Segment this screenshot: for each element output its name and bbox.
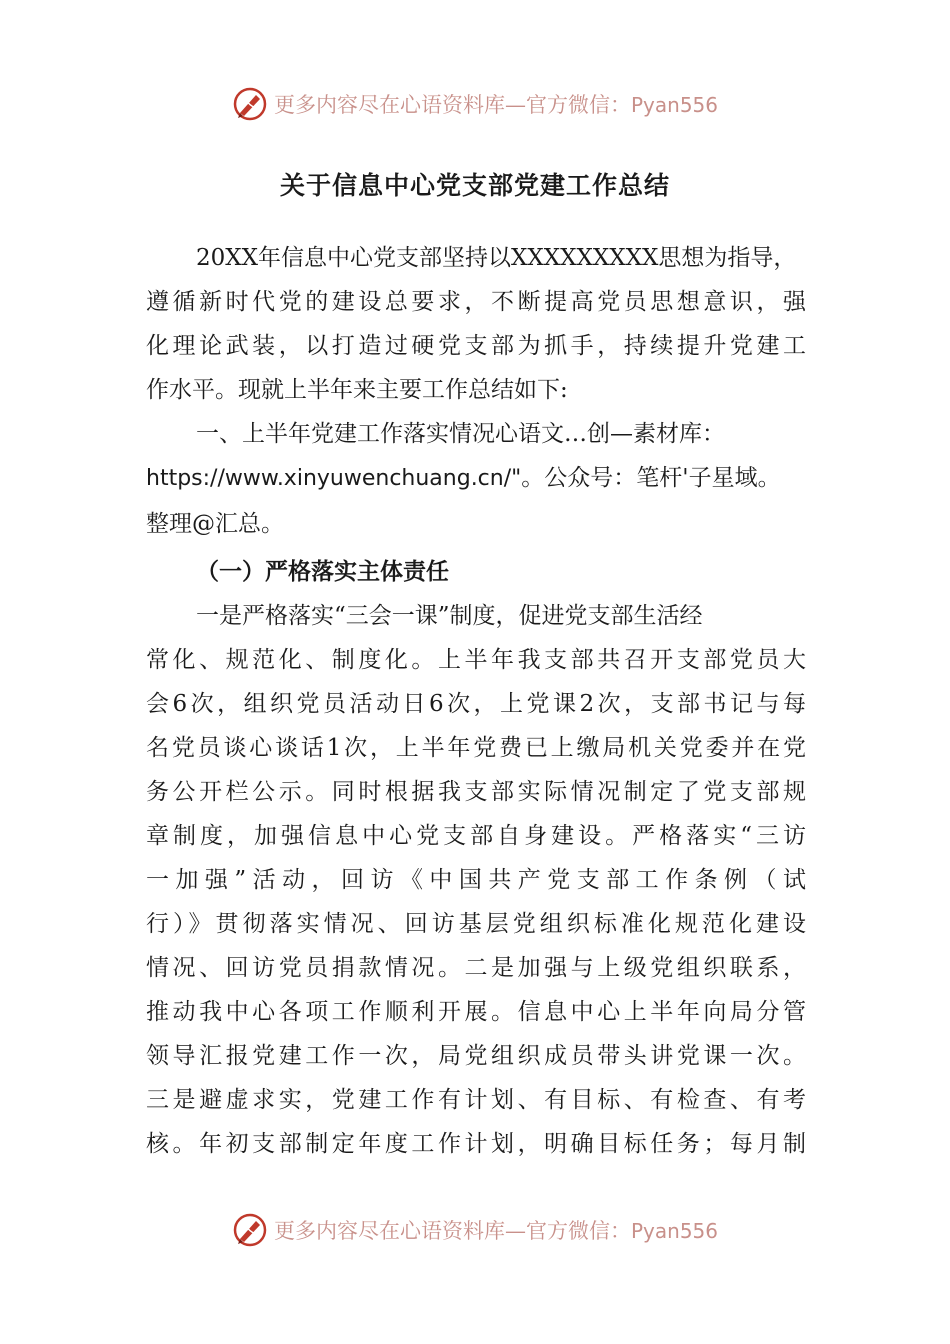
- paragraph-line: 推动我中心各项工作顺利开展。信息中心上半年向局分管: [146, 999, 806, 1025]
- paragraph-line: 会6次，组织党员活动日6次，上党课2次，支部书记与每: [146, 691, 806, 717]
- source-url-line: [146, 458, 781, 498]
- pen-logo-icon: [232, 86, 268, 122]
- paragraph-line: 章制度，加强信息中心党支部自身建设。严格落实“三访: [146, 823, 806, 849]
- source-url: https://www.xinyuwenchuang.cn/": [146, 466, 522, 491]
- paragraph-line: 务公开栏公示。同时根据我支部实际情况制定了党支部规: [146, 779, 806, 805]
- paragraph-line: 领导汇报党建工作一次，局党组织成员带头讲党课一次。: [146, 1043, 806, 1069]
- paragraph-line: 行）》贯彻落实情况、回访基层党组织标准化规范化建设: [146, 911, 806, 937]
- wechat-account-note: 。公众号：笔杆'子星域。: [521, 465, 781, 491]
- paragraph-line: 一、上半年党建工作落实情况心语文…创—素材库：: [196, 421, 725, 447]
- document-title: 关于信息中心党支部党建工作总结: [279, 171, 670, 200]
- footer-watermark: [0, 1210, 950, 1250]
- paragraph-line: 整理@汇总。: [146, 511, 284, 537]
- paragraph-line: 一是严格落实“三会一课”制度，促进党支部生活经: [196, 603, 703, 629]
- header-watermark: [0, 84, 950, 124]
- paragraph-line: 一加强”活动，回访《中国共产党支部工作条例（试: [146, 867, 806, 893]
- section-heading: （一）严格落实主体责任: [196, 558, 449, 585]
- watermark-text: 更多内容尽在心语资料库—官方微信：Pyan556: [273, 93, 718, 117]
- paragraph-line: 三是避虚求实，党建工作有计划、有目标、有检查、有考: [146, 1087, 806, 1113]
- paragraph-line: 化理论武装，以打造过硬党支部为抓手，持续提升党建工: [146, 333, 806, 359]
- paragraph-line: 情况、回访党员捐款情况。二是加强与上级党组织联系，: [146, 955, 806, 981]
- pen-logo-icon: [232, 1212, 268, 1248]
- paragraph-line: 常化、规范化、制度化。上半年我支部共召开支部党员大: [146, 647, 806, 673]
- paragraph-line: 核。年初支部制定年度工作计划，明确目标任务；每月制: [146, 1131, 806, 1157]
- paragraph-line: 作水平。现就上半年来主要工作总结如下:: [146, 377, 568, 403]
- paragraph-line: 20XX年信息中心党支部坚持以XXXXXXXXX思想为指导，: [196, 245, 797, 271]
- paragraph-line: 遵循新时代党的建设总要求，不断提高党员思想意识，强: [146, 289, 806, 315]
- watermark-text: 更多内容尽在心语资料库—官方微信：Pyan556: [273, 1219, 718, 1243]
- paragraph-line: 名党员谈心谈话1次，上半年党费已上缴局机关党委并在党: [146, 735, 806, 761]
